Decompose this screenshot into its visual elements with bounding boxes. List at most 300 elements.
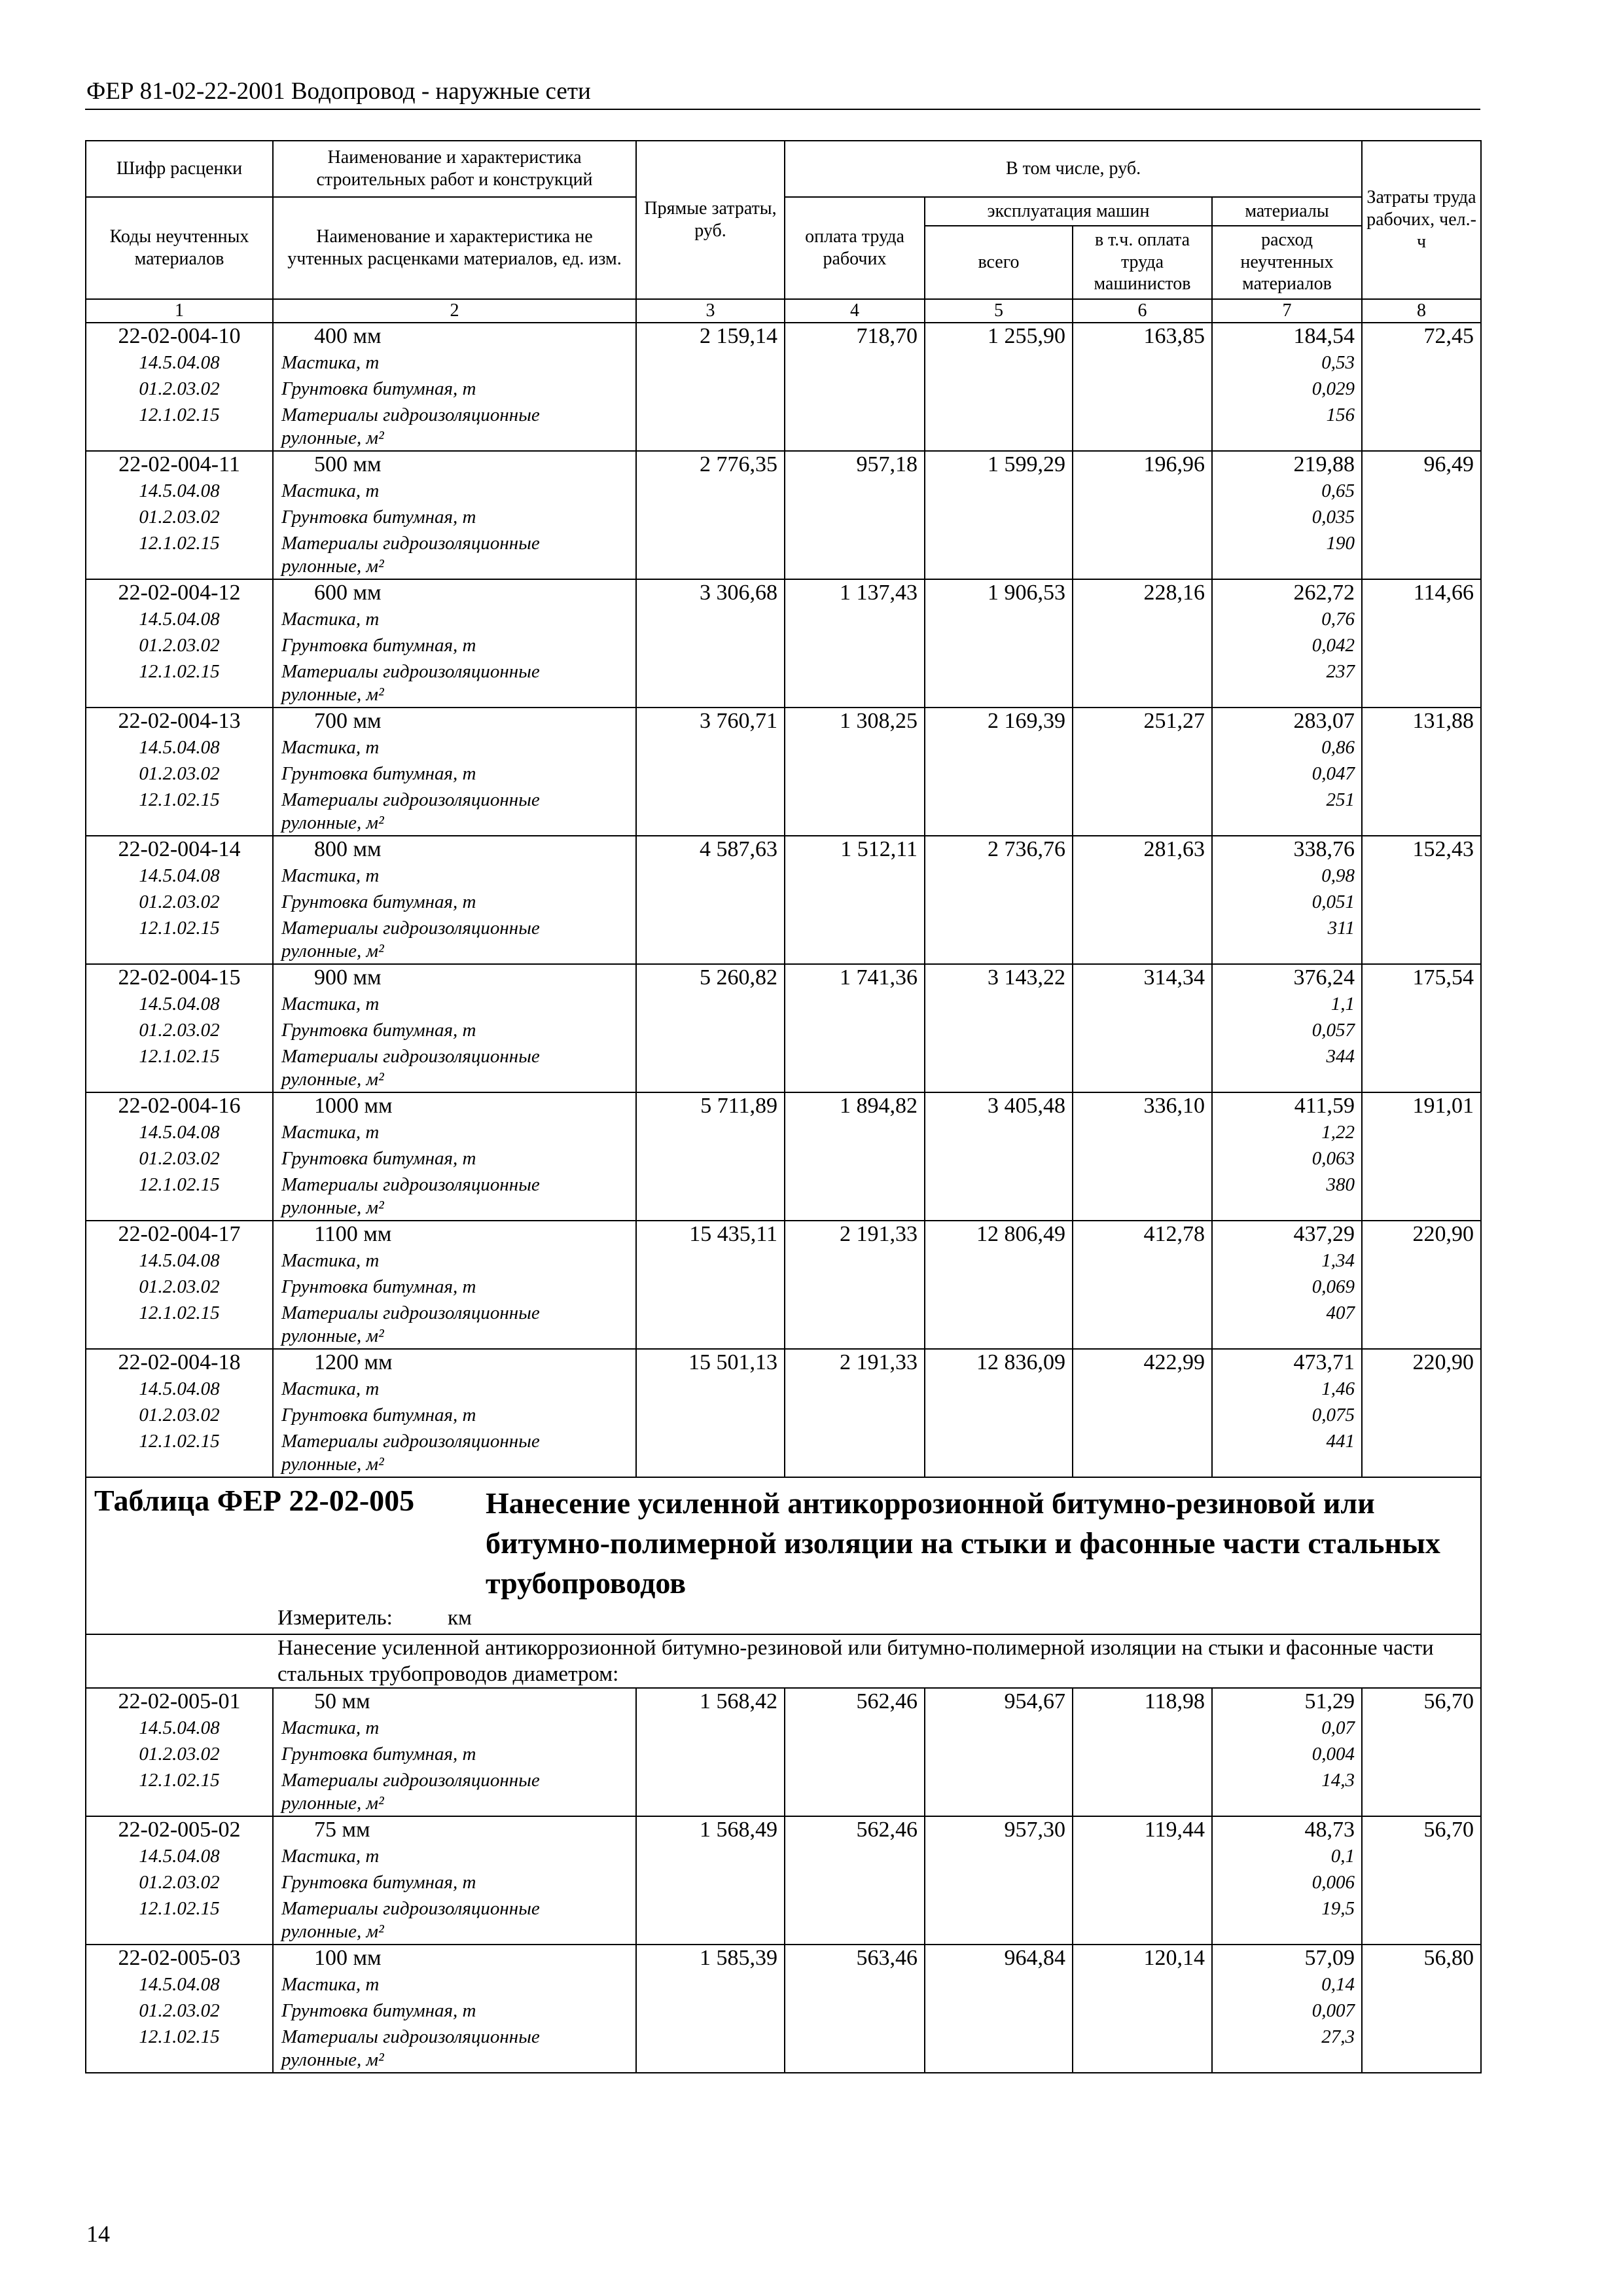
material-name-continuation: рулонные, м²: [281, 1325, 384, 1346]
material-name: Материалы гидроизоляционные: [281, 532, 540, 554]
machinists-wages: 118,98: [1144, 1689, 1205, 1713]
workers-wages: 563,46: [856, 1945, 918, 1970]
labor-cell: [1362, 836, 1481, 964]
materials-cost: 437,29: [1293, 1221, 1355, 1246]
direct-costs: 1 568,42: [700, 1689, 777, 1713]
material-name: Мастика, т: [281, 1717, 380, 1738]
rate-code: 22-02-004-13: [118, 708, 241, 733]
material-name: Грунтовка битумная, т: [281, 378, 476, 399]
material-name-continuation: рулонные, м²: [281, 941, 384, 961]
rate-name-cell: [273, 708, 636, 836]
rate-row: [86, 964, 1481, 1092]
direct-costs-cell: [636, 964, 785, 1092]
material-code: 12.1.02.15: [139, 1897, 220, 1919]
machines-total: 2 169,39: [988, 708, 1065, 733]
machines-total: 954,67: [1004, 1689, 1065, 1713]
measure-row: [86, 1606, 1480, 1634]
rate-code-cell: [86, 708, 273, 836]
direct-costs: 5 260,82: [700, 965, 777, 990]
machinists-wages: 422,99: [1143, 1350, 1205, 1374]
col-header-machines: эксплуатация машин: [925, 197, 1212, 226]
rate-code-cell: [86, 1092, 273, 1221]
material-consumption: 311: [1327, 917, 1355, 939]
materials-cost: 411,59: [1294, 1093, 1355, 1118]
material-consumption: 0,042: [1311, 634, 1355, 656]
material-name: Мастика, т: [281, 351, 380, 373]
machines-total: 12 836,09: [976, 1350, 1065, 1374]
machinists-wages-cell: [1073, 964, 1212, 1092]
labor-cell: [1362, 708, 1481, 836]
material-name: Материалы гидроизоляционные: [281, 1174, 540, 1195]
workers-wages-cell: [785, 579, 925, 708]
rate-row: [86, 708, 1481, 836]
material-name-continuation: рулонные, м²: [281, 556, 384, 577]
rate-code-cell: [86, 451, 273, 579]
direct-costs: 2 776,35: [700, 452, 777, 476]
material-code: 01.2.03.02: [139, 1147, 220, 1169]
machines-total-cell: [925, 1688, 1073, 1816]
rate-code-cell: [86, 1945, 273, 2073]
material-consumption: 0,1: [1330, 1845, 1355, 1867]
rate-row: [86, 836, 1481, 964]
material-name-continuation: рулонные, м²: [281, 1454, 384, 1475]
materials-cell: [1212, 1349, 1362, 1477]
rate-diameter: 400 мм: [314, 323, 382, 348]
workers-wages: 1 512,11: [840, 836, 918, 861]
col-header-name-alt: Наименование и характеристика не учтенных расценками материалов, ед. изм.: [273, 197, 636, 299]
page-number: 14: [86, 2221, 110, 2247]
material-consumption: 0,07: [1321, 1717, 1355, 1738]
machinists-wages-cell: [1073, 579, 1212, 708]
material-code: 12.1.02.15: [139, 1769, 220, 1791]
rate-diameter: 1000 мм: [314, 1093, 393, 1118]
rate-diameter: 75 мм: [314, 1817, 370, 1842]
machines-total-cell: [925, 1945, 1073, 2073]
material-name: Грунтовка битумная, т: [281, 1743, 476, 1765]
direct-costs-cell: [636, 1945, 785, 2073]
col-header-machinists-wages: в т.ч. оплата труда машинистов: [1073, 226, 1212, 299]
rate-code: 22-02-004-11: [118, 452, 240, 476]
material-consumption: 407: [1326, 1302, 1355, 1323]
labor-cell: [1362, 579, 1481, 708]
direct-costs: 15 435,11: [689, 1221, 777, 1246]
material-code: 14.5.04.08: [139, 608, 220, 630]
workers-wages-cell: [785, 1688, 925, 1816]
material-consumption: 237: [1326, 660, 1355, 682]
material-name: Материалы гидроизоляционные: [281, 2026, 540, 2047]
table-description: Нанесение усиленной антикоррозионной битумно-резиновой или битумно-полимерной изоляции на стыки и фасонные части стальных трубопроводов диаметром:: [86, 1634, 1481, 1688]
material-name: Грунтовка битумная, т: [281, 891, 476, 912]
materials-cost: 283,07: [1293, 708, 1355, 733]
header-rule: [85, 109, 1480, 110]
material-code: 01.2.03.02: [139, 1404, 220, 1426]
material-consumption: 156: [1326, 404, 1355, 425]
material-name: Материалы гидроизоляционные: [281, 1302, 540, 1323]
rate-name-cell: [273, 1688, 636, 1816]
material-consumption: 0,53: [1321, 351, 1355, 373]
material-consumption: 0,075: [1311, 1404, 1355, 1426]
materials-cell: [1212, 1688, 1362, 1816]
material-code: 14.5.04.08: [139, 1973, 220, 1995]
workers-wages: 1 308,25: [840, 708, 918, 733]
material-consumption: 0,006: [1311, 1871, 1355, 1893]
labor-cell: [1362, 1816, 1481, 1945]
machinists-wages-cell: [1073, 1816, 1212, 1945]
materials-cell: [1212, 1221, 1362, 1349]
rate-diameter: 50 мм: [314, 1689, 370, 1713]
rates-table: [85, 140, 1482, 2073]
machinists-wages: 336,10: [1143, 1093, 1205, 1118]
rate-code-cell: [86, 1221, 273, 1349]
machinists-wages: 281,63: [1143, 836, 1205, 861]
material-name: Материалы гидроизоляционные: [281, 789, 540, 810]
material-consumption: 0,14: [1321, 1973, 1355, 1995]
material-code: 01.2.03.02: [139, 506, 220, 528]
machinists-wages: 251,27: [1143, 708, 1205, 733]
direct-costs-cell: [636, 1221, 785, 1349]
rate-row: [86, 1688, 1481, 1816]
labor-hours: 191,01: [1412, 1093, 1474, 1118]
material-code: 01.2.03.02: [139, 378, 220, 399]
material-name: Грунтовка битумная, т: [281, 1276, 476, 1297]
rate-name-cell: [273, 836, 636, 964]
material-code: 14.5.04.08: [139, 736, 220, 758]
material-consumption: 0,051: [1311, 891, 1355, 912]
workers-wages-cell: [785, 1945, 925, 2073]
workers-wages-cell: [785, 1349, 925, 1477]
rate-code-cell: [86, 323, 273, 451]
material-consumption: 380: [1326, 1174, 1355, 1195]
direct-costs-cell: [636, 1349, 785, 1477]
workers-wages-cell: [785, 1092, 925, 1221]
material-consumption: 344: [1326, 1045, 1355, 1067]
machinists-wages-cell: [1073, 323, 1212, 451]
machines-total: 1 906,53: [988, 580, 1065, 605]
machinists-wages-cell: [1073, 1221, 1212, 1349]
table-title-cell: [86, 1477, 1481, 1634]
material-code: 12.1.02.15: [139, 1430, 220, 1452]
workers-wages: 2 191,33: [840, 1350, 918, 1374]
machines-total-cell: [925, 451, 1073, 579]
rate-code: 22-02-004-18: [118, 1350, 241, 1374]
machines-total: 1 255,90: [988, 323, 1065, 348]
measure-unit: км: [448, 1605, 472, 1630]
machines-total-cell: [925, 1349, 1073, 1477]
materials-cell: [1212, 1092, 1362, 1221]
direct-costs-cell: [636, 323, 785, 451]
material-consumption: 0,007: [1311, 2000, 1355, 2021]
material-consumption: 1,34: [1321, 1249, 1355, 1271]
material-code: 01.2.03.02: [139, 1743, 220, 1765]
direct-costs: 15 501,13: [688, 1350, 777, 1374]
workers-wages: 957,18: [856, 452, 918, 476]
material-code: 12.1.02.15: [139, 1174, 220, 1195]
rate-code: 22-02-004-10: [118, 323, 241, 348]
labor-hours: 220,90: [1412, 1350, 1474, 1374]
material-name-continuation: рулонные, м²: [281, 427, 384, 448]
material-consumption: 0,76: [1321, 608, 1355, 630]
table-title-row: [86, 1477, 1481, 1634]
measure-label: Измеритель:: [277, 1605, 393, 1630]
materials-cost: 262,72: [1293, 580, 1355, 605]
rate-diameter: 500 мм: [314, 452, 382, 476]
rate-diameter: 100 мм: [314, 1945, 382, 1970]
direct-costs-cell: [636, 708, 785, 836]
materials-cell: [1212, 451, 1362, 579]
material-consumption: 0,86: [1321, 736, 1355, 758]
material-consumption: 0,98: [1321, 865, 1355, 886]
material-consumption: 0,029: [1311, 378, 1355, 399]
col-number: 3: [636, 299, 785, 323]
material-name-continuation: рулонные, м²: [281, 1197, 384, 1218]
material-name: Мастика, т: [281, 1249, 380, 1271]
machines-total-cell: [925, 836, 1073, 964]
workers-wages-cell: [785, 1221, 925, 1349]
machinists-wages-cell: [1073, 708, 1212, 836]
materials-cell: [1212, 1816, 1362, 1945]
material-name: Мастика, т: [281, 1845, 380, 1867]
machines-total-cell: [925, 1092, 1073, 1221]
rate-row: [86, 451, 1481, 579]
table-title: Нанесение усиленной антикоррозионной битумно-резиновой или битумно-полимерной изоляции на стыки и фасонные части стальных трубопроводов: [486, 1486, 1440, 1600]
material-name: Грунтовка битумная, т: [281, 762, 476, 784]
material-name: Грунтовка битумная, т: [281, 2000, 476, 2021]
labor-cell: [1362, 1688, 1481, 1816]
labor-hours: 220,90: [1412, 1221, 1474, 1246]
material-name-continuation: рулонные, м²: [281, 684, 384, 705]
direct-costs-cell: [636, 1688, 785, 1816]
material-code: 14.5.04.08: [139, 480, 220, 501]
material-name: Мастика, т: [281, 608, 380, 630]
rate-name-cell: [273, 1092, 636, 1221]
col-number: 2: [273, 299, 636, 323]
workers-wages-cell: [785, 708, 925, 836]
material-name: Материалы гидроизоляционные: [281, 1430, 540, 1452]
material-code: 14.5.04.08: [139, 1717, 220, 1738]
material-name: Грунтовка битумная, т: [281, 1147, 476, 1169]
machines-total-cell: [925, 964, 1073, 1092]
machines-total-cell: [925, 708, 1073, 836]
rate-name-cell: [273, 964, 636, 1092]
col-header-materials: материалы: [1212, 197, 1362, 226]
material-consumption: 19,5: [1321, 1897, 1355, 1919]
rate-row: [86, 1945, 1481, 2073]
col-number: 4: [785, 299, 925, 323]
rate-name-cell: [273, 1816, 636, 1945]
direct-costs: 4 587,63: [700, 836, 777, 861]
material-code: 12.1.02.15: [139, 789, 220, 810]
material-consumption: 27,3: [1321, 2026, 1355, 2047]
material-code: 14.5.04.08: [139, 351, 220, 373]
material-code: 12.1.02.15: [139, 660, 220, 682]
direct-costs: 1 568,49: [700, 1817, 777, 1842]
material-code: 01.2.03.02: [139, 634, 220, 656]
labor-hours: 72,45: [1423, 323, 1474, 348]
document-header-title: ФЕР 81-02-22-2001 Водопровод - наружные сети: [86, 78, 591, 105]
col-number: 8: [1362, 299, 1481, 323]
materials-cost: 51,29: [1304, 1689, 1355, 1713]
rates-table-container: [85, 140, 1480, 2073]
machinists-wages: 163,85: [1143, 323, 1205, 348]
material-consumption: 441: [1326, 1430, 1355, 1452]
direct-costs: 5 711,89: [700, 1093, 777, 1118]
direct-costs-cell: [636, 1092, 785, 1221]
material-name: Грунтовка битумная, т: [281, 1019, 476, 1041]
material-consumption: 0,035: [1311, 506, 1355, 528]
workers-wages: 2 191,33: [840, 1221, 918, 1246]
rate-code: 22-02-005-01: [118, 1689, 241, 1713]
material-consumption: 1,46: [1321, 1378, 1355, 1399]
machines-total: 12 806,49: [976, 1221, 1065, 1246]
material-consumption: 1,22: [1321, 1121, 1355, 1143]
machines-total: 3 143,22: [988, 965, 1065, 990]
col-header-machines-total: всего: [925, 226, 1073, 299]
material-code: 12.1.02.15: [139, 917, 220, 939]
materials-cell: [1212, 579, 1362, 708]
material-code: 01.2.03.02: [139, 2000, 220, 2021]
direct-costs: 3 760,71: [700, 708, 777, 733]
labor-hours: 114,66: [1413, 580, 1474, 605]
materials-cell: [1212, 836, 1362, 964]
col-header-name: Наименование и характеристика строительных работ и конструкций: [273, 141, 636, 197]
material-code: 12.1.02.15: [139, 404, 220, 425]
rate-diameter: 1200 мм: [314, 1350, 393, 1374]
workers-wages: 1 137,43: [840, 580, 918, 605]
rate-name-cell: [273, 579, 636, 708]
rate-name-cell: [273, 1221, 636, 1349]
rate-name-cell: [273, 323, 636, 451]
machines-total-cell: [925, 579, 1073, 708]
workers-wages-cell: [785, 964, 925, 1092]
material-code: 01.2.03.02: [139, 762, 220, 784]
workers-wages: 1 741,36: [840, 965, 918, 990]
material-code: 12.1.02.15: [139, 532, 220, 554]
material-name-continuation: рулонные, м²: [281, 1793, 384, 1814]
material-consumption: 0,063: [1311, 1147, 1355, 1169]
materials-cost: 376,24: [1293, 965, 1355, 990]
machinists-wages-cell: [1073, 1092, 1212, 1221]
col-header-direct: Прямые затраты, руб.: [636, 141, 785, 299]
machinists-wages: 228,16: [1143, 580, 1205, 605]
direct-costs: 2 159,14: [700, 323, 777, 348]
materials-cost: 219,88: [1293, 452, 1355, 476]
material-code: 12.1.02.15: [139, 1045, 220, 1067]
labor-cell: [1362, 1945, 1481, 2073]
material-code: 01.2.03.02: [139, 891, 220, 912]
workers-wages: 562,46: [856, 1817, 918, 1842]
rate-row: [86, 1221, 1481, 1349]
machinists-wages: 119,44: [1144, 1817, 1205, 1842]
material-code: 14.5.04.08: [139, 993, 220, 1014]
machines-total: 964,84: [1004, 1945, 1065, 1970]
material-consumption: 0,004: [1311, 1743, 1355, 1765]
col-number: 7: [1212, 299, 1362, 323]
labor-hours: 175,54: [1412, 965, 1474, 990]
rate-row: [86, 1349, 1481, 1477]
col-number: 1: [86, 299, 273, 323]
material-name: Грунтовка битумная, т: [281, 506, 476, 528]
rate-diameter: 1100 мм: [314, 1221, 392, 1246]
rate-code: 22-02-004-12: [118, 580, 241, 605]
direct-costs-cell: [636, 579, 785, 708]
material-consumption: 190: [1326, 532, 1355, 554]
materials-cost: 48,73: [1304, 1817, 1355, 1842]
col-header-including: В том числе, руб.: [785, 141, 1362, 197]
material-code: 12.1.02.15: [139, 1302, 220, 1323]
workers-wages-cell: [785, 323, 925, 451]
materials-cell: [1212, 323, 1362, 451]
material-name: Грунтовка битумная, т: [281, 1871, 476, 1893]
material-consumption: 0,65: [1321, 480, 1355, 501]
col-header-materials-use: расход неучтенных материалов: [1212, 226, 1362, 299]
rate-code-cell: [86, 964, 273, 1092]
labor-cell: [1362, 451, 1481, 579]
machines-total-cell: [925, 1816, 1073, 1945]
material-code: 14.5.04.08: [139, 1121, 220, 1143]
workers-wages: 1 894,82: [840, 1093, 918, 1118]
rate-diameter: 900 мм: [314, 965, 382, 990]
rate-code: 22-02-004-15: [118, 965, 241, 990]
machines-total: 957,30: [1004, 1817, 1065, 1842]
labor-cell: [1362, 323, 1481, 451]
machinists-wages-cell: [1073, 836, 1212, 964]
direct-costs-cell: [636, 836, 785, 964]
material-code: 01.2.03.02: [139, 1019, 220, 1041]
material-code: 14.5.04.08: [139, 1845, 220, 1867]
materials-cost: 184,54: [1293, 323, 1355, 348]
machines-total: 2 736,76: [988, 836, 1065, 861]
machines-total-cell: [925, 1221, 1073, 1349]
material-name-continuation: рулонные, м²: [281, 2049, 384, 2070]
materials-cell: [1212, 1945, 1362, 2073]
material-name-continuation: рулонные, м²: [281, 1921, 384, 1942]
materials-cost: 57,09: [1304, 1945, 1355, 1970]
material-code: 12.1.02.15: [139, 2026, 220, 2047]
rate-name-cell: [273, 451, 636, 579]
direct-costs-cell: [636, 1816, 785, 1945]
material-code: 14.5.04.08: [139, 865, 220, 886]
labor-cell: [1362, 1221, 1481, 1349]
material-consumption: 251: [1326, 789, 1355, 810]
col-number: 6: [1073, 299, 1212, 323]
rate-code-cell: [86, 1349, 273, 1477]
col-header-labor: Затраты труда рабочих, чел.-ч: [1362, 141, 1481, 299]
material-name: Мастика, т: [281, 1973, 380, 1995]
labor-hours: 56,80: [1423, 1945, 1474, 1970]
machinists-wages-cell: [1073, 451, 1212, 579]
labor-cell: [1362, 1349, 1481, 1477]
labor-hours: 56,70: [1423, 1689, 1474, 1713]
rate-row: [86, 323, 1481, 451]
rate-name-cell: [273, 1349, 636, 1477]
material-name-continuation: рулонные, м²: [281, 1069, 384, 1090]
table-description-row: [86, 1634, 1481, 1688]
workers-wages: 562,46: [856, 1689, 918, 1713]
material-consumption: 0,057: [1311, 1019, 1355, 1041]
workers-wages-cell: [785, 451, 925, 579]
col-number: 5: [925, 299, 1073, 323]
material-consumption: 0,069: [1311, 1276, 1355, 1297]
col-header-code: Шифр расценки: [86, 141, 273, 197]
labor-hours: 131,88: [1412, 708, 1474, 733]
material-consumption: 14,3: [1321, 1769, 1355, 1791]
machinists-wages: 314,34: [1143, 965, 1205, 990]
rate-row: [86, 579, 1481, 708]
machinists-wages-cell: [1073, 1688, 1212, 1816]
material-name: Материалы гидроизоляционные: [281, 404, 540, 425]
material-code: 14.5.04.08: [139, 1249, 220, 1271]
machines-total-cell: [925, 323, 1073, 451]
